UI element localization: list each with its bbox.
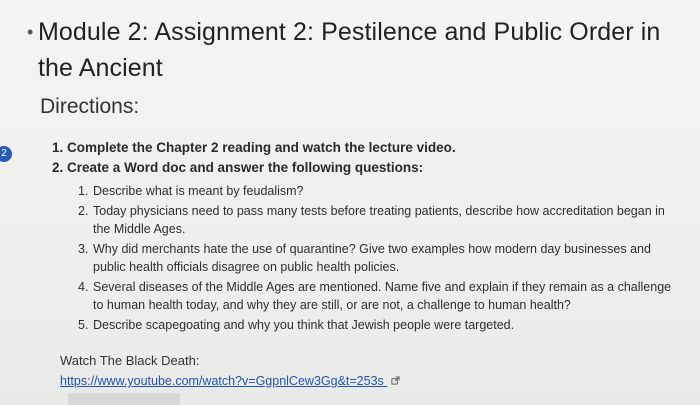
step-text: Complete the Chapter 2 reading and watch the lecture video. [67,140,456,155]
steps-list [52,138,672,178]
question-number: 2. [78,204,89,218]
question-number: 1. [78,184,89,198]
step-text: Create a Word doc and answer the following questions: [67,160,424,175]
question-text: Describe scapegoating and why you think that Jewish people were targeted. [93,318,515,332]
question-item [78,240,678,276]
page-title: Module 2: Assignment 2: Pestilence and Public Order in the Ancient [38,18,661,82]
external-link-icon[interactable] [391,376,400,388]
step-number: 2. [52,160,64,175]
question-number: 3. [78,242,89,256]
question-text: Today physicians need to pass many tests before treating patients, describe how accreditation began in the Middle Ages. [93,204,665,236]
question-text: Several diseases of the Middle Ages are mentioned. Name five and explain if they remain as a challenge to human health today, and why they are still, or are not, a challenge to human health? [93,280,672,312]
notification-badge[interactable]: 2 [0,146,12,162]
question-item [78,278,678,314]
directions-heading: Directions: [40,95,140,118]
video-link-text[interactable]: https://www.youtube.com/watch?v=GgpnlCew3Gg&t=253s [60,374,384,388]
question-number: 5. [78,318,89,332]
step-item [52,138,672,158]
watch-label: Watch The Black Death: [60,353,200,368]
video-link[interactable] [60,374,400,388]
heading-bullet: • [27,22,34,42]
question-item [78,202,678,238]
step-item [52,158,672,178]
questions-list [78,182,678,336]
question-number: 4. [78,280,89,294]
bottom-element [68,393,180,405]
question-text: Describe what is meant by feudalism? [93,184,304,198]
question-item [78,182,678,200]
question-text: Why did merchants hate the use of quarantine? Give two examples how modern day businesses and public health officials disagree on public health policies. [93,242,651,274]
step-number: 1. [52,140,64,155]
question-item [78,316,678,334]
